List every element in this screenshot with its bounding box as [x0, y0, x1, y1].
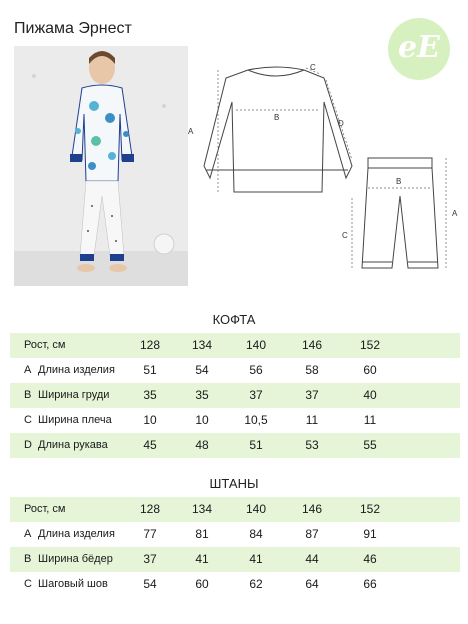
cell-value: 51 [143, 363, 157, 377]
size-value: 146 [301, 338, 323, 352]
size-value: 152 [359, 502, 381, 516]
product-photo [14, 46, 188, 286]
shirt-label-d: D [338, 119, 344, 128]
cell-value: 40 [363, 388, 377, 402]
child-in-pajama-image [14, 46, 188, 286]
shirt-label-c: C [310, 63, 316, 72]
cell-value: 11 [305, 413, 319, 427]
cell-value: 10 [195, 413, 209, 427]
row-code: B [24, 389, 32, 401]
cell-value: 66 [363, 577, 377, 591]
shirt-label-a: A [188, 127, 194, 136]
size-table-pants [10, 497, 460, 597]
cell-value: 46 [363, 552, 377, 566]
pants-label-a: A [452, 209, 458, 218]
header-label: Рост, см [24, 339, 66, 351]
pants-sketch [362, 158, 438, 268]
table-row [10, 433, 460, 458]
cell-value: 64 [305, 577, 319, 591]
size-value: 152 [359, 338, 381, 352]
cell-value: 55 [363, 438, 377, 452]
header-label: Рост, см [24, 503, 66, 515]
row-code: C [24, 414, 32, 426]
size-value: 146 [301, 502, 323, 516]
size-value: 134 [191, 502, 213, 516]
size-value: 134 [191, 338, 213, 352]
table-row [10, 547, 460, 572]
cell-value: 54 [143, 577, 157, 591]
shirt-label-b: B [274, 113, 280, 122]
row-code: B [24, 553, 32, 565]
cell-value: 84 [249, 527, 263, 541]
row-label: Длина рукава [38, 439, 108, 451]
logo-text: eE [398, 30, 440, 65]
row-label: Ширина бёдер [38, 553, 113, 565]
cell-value: 62 [249, 577, 263, 591]
cell-value: 56 [249, 363, 263, 377]
row-code: A [24, 528, 32, 540]
cell-value: 35 [195, 388, 209, 402]
cell-value: 37 [305, 388, 319, 402]
cell-value: 35 [143, 388, 157, 402]
cell-value: 41 [195, 552, 209, 566]
row-code: A [24, 364, 32, 376]
table-header-row [10, 333, 460, 358]
cell-value: 60 [195, 577, 209, 591]
row-label: Шаговый шов [38, 578, 108, 590]
section-title-shirt: КОФТА [212, 312, 256, 327]
cell-value: 81 [195, 527, 209, 541]
cell-value: 48 [195, 438, 209, 452]
row-label: Ширина груди [38, 389, 110, 401]
cell-value: 37 [143, 552, 157, 566]
cell-value: 60 [363, 363, 377, 377]
size-value: 128 [139, 338, 161, 352]
row-label: Длина изделия [38, 364, 115, 376]
shirt-sketch [204, 67, 352, 192]
cell-value: 45 [143, 438, 157, 452]
measurement-sketch [188, 56, 458, 276]
table-row [10, 383, 460, 408]
cell-value: 53 [305, 438, 319, 452]
cell-value: 87 [305, 527, 319, 541]
size-table-shirt [10, 333, 460, 458]
table-header-row [10, 497, 460, 522]
row-code: C [24, 578, 32, 590]
size-value: 140 [245, 338, 267, 352]
size-value: 128 [139, 502, 161, 516]
cell-value: 10,5 [244, 413, 268, 427]
table-row [10, 572, 460, 597]
cell-value: 11 [363, 413, 377, 427]
row-code: D [24, 439, 32, 451]
section-title-pants: ШТАНЫ [209, 476, 259, 491]
table-row [10, 408, 460, 433]
cell-value: 37 [249, 388, 263, 402]
table-row [10, 522, 460, 547]
page-title: Пижама Эрнест [14, 20, 132, 37]
cell-value: 10 [143, 413, 157, 427]
row-label: Ширина плеча [38, 414, 112, 426]
cell-value: 54 [195, 363, 209, 377]
cell-value: 44 [305, 552, 319, 566]
size-value: 140 [245, 502, 267, 516]
pants-label-b: B [396, 177, 402, 186]
row-label: Длина изделия [38, 528, 115, 540]
cell-value: 51 [249, 438, 263, 452]
pants-label-c: C [342, 231, 348, 240]
cell-value: 91 [363, 527, 377, 541]
cell-value: 58 [305, 363, 319, 377]
table-row [10, 358, 460, 383]
cell-value: 41 [249, 552, 263, 566]
cell-value: 77 [143, 527, 157, 541]
